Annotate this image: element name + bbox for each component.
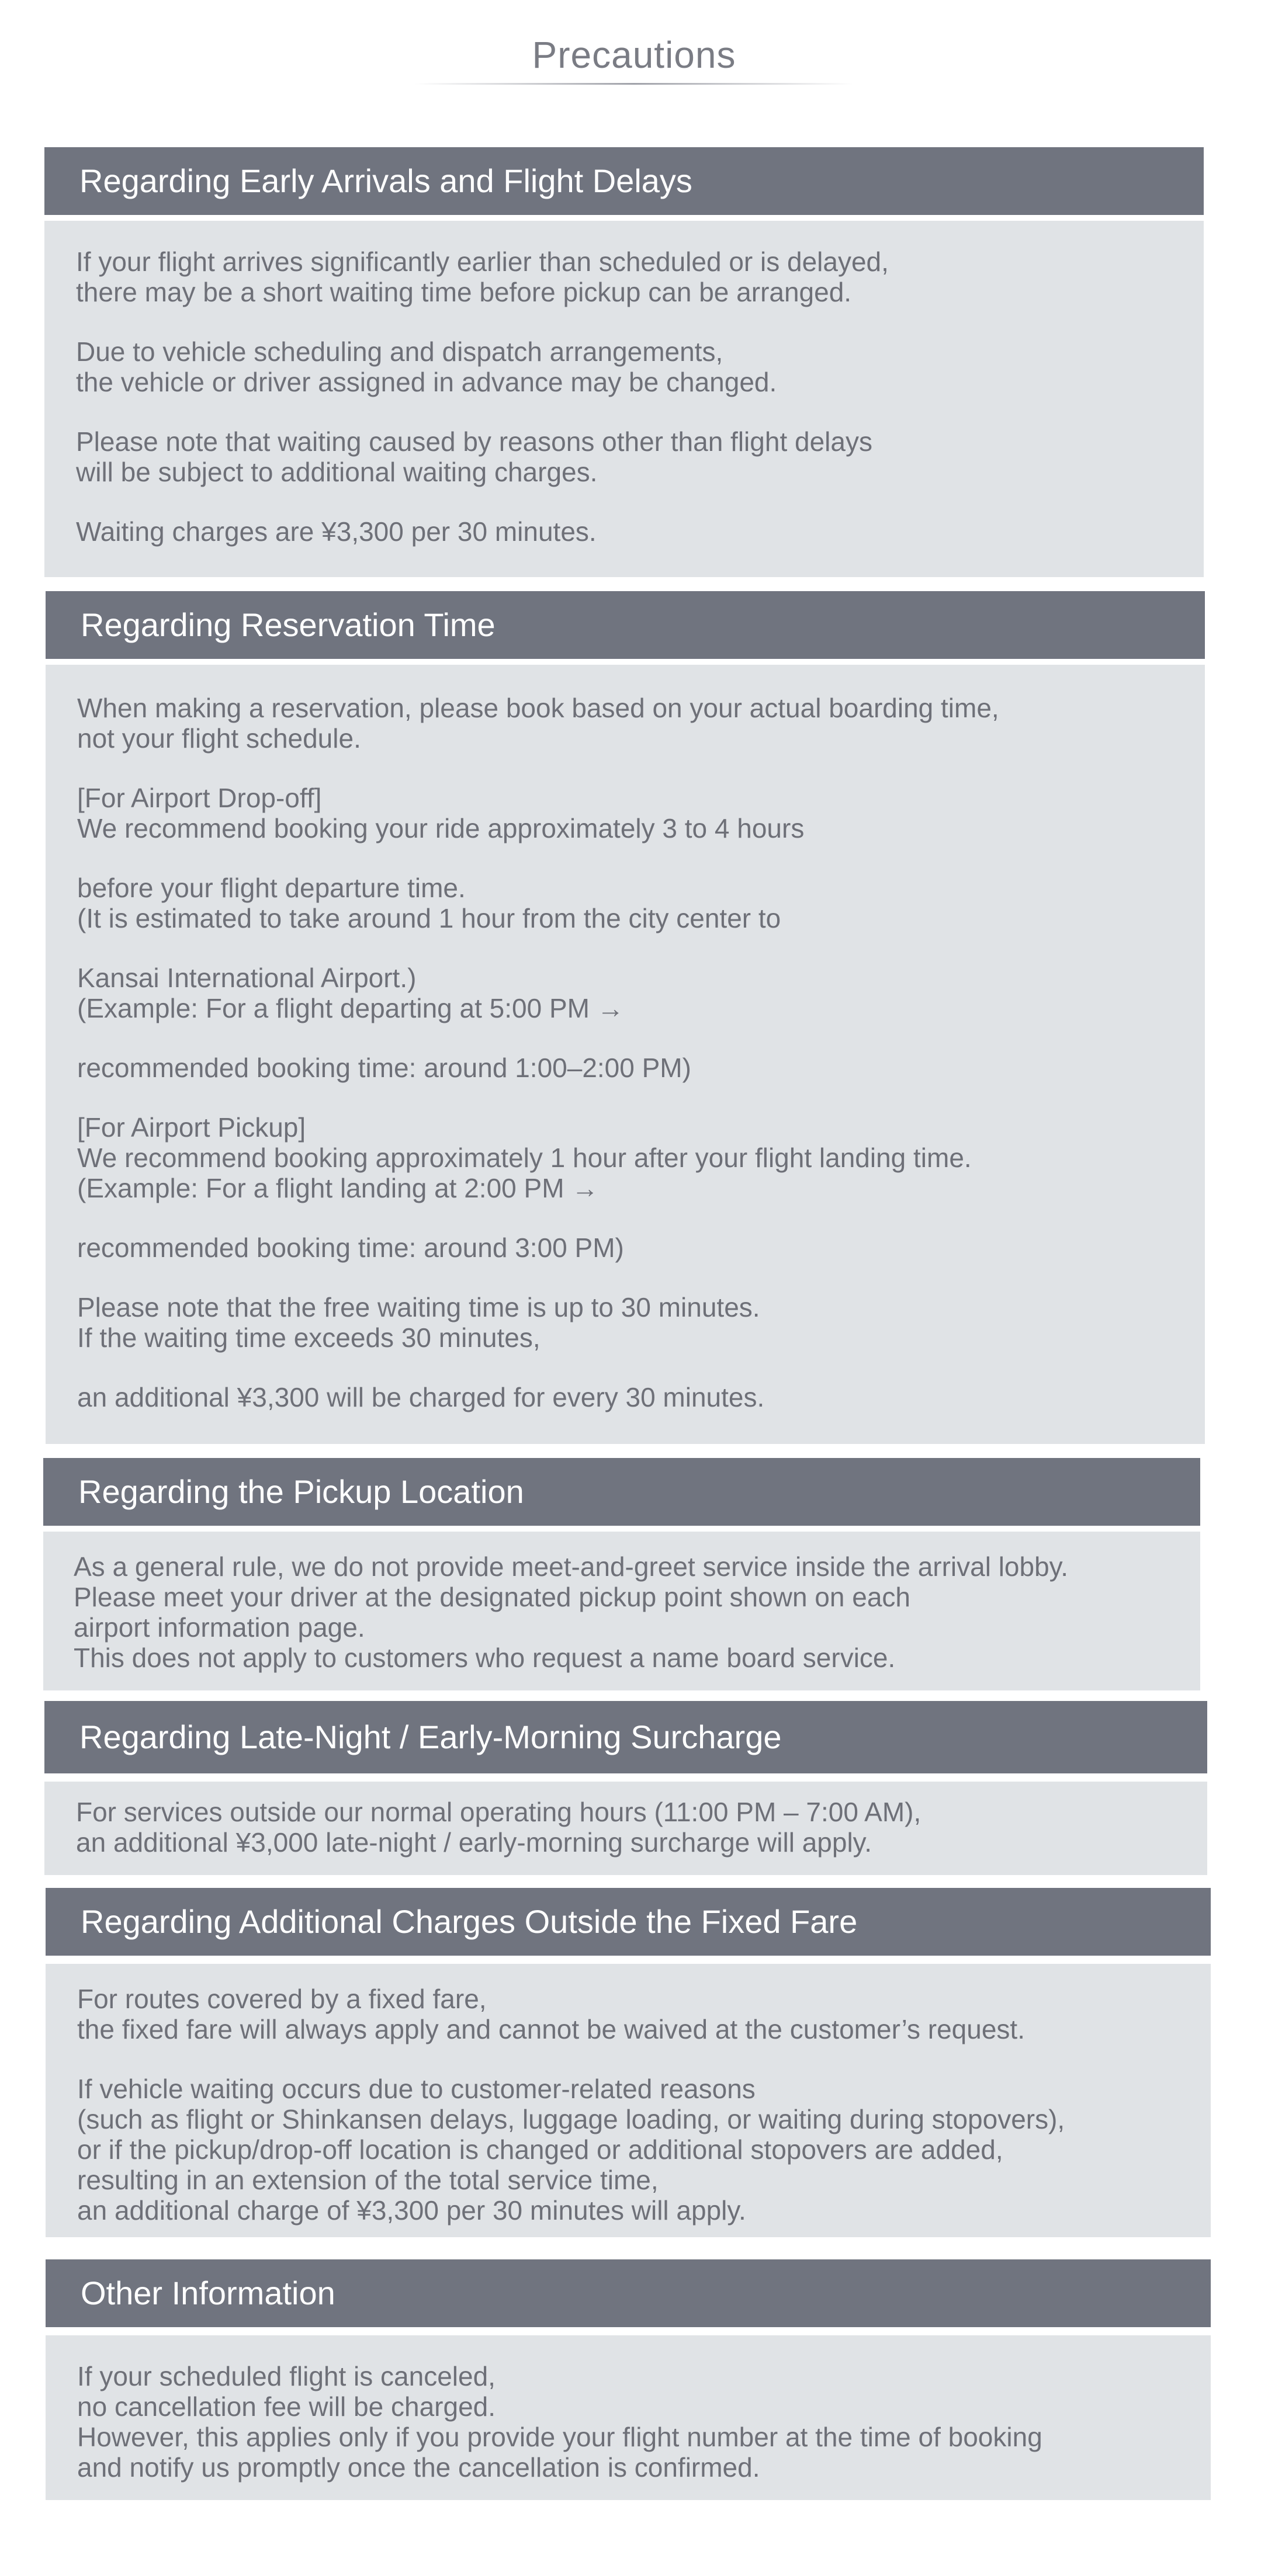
section-body-pickup-location [43, 1532, 1200, 1690]
section-text-line: Waiting charges are ¥3,300 per 30 minutes. [76, 516, 597, 547]
section-text-line: or if the pickup/drop-off location is changed or additional stopovers are added, [77, 2134, 1003, 2165]
section-text-line: Kansai International Airport.) [77, 963, 417, 993]
section-heading-pickup-location: Regarding the Pickup Location [43, 1458, 1200, 1526]
section-text-line: recommended booking time: around 1:00–2:00 PM) [77, 1053, 691, 1083]
section-text-line: If the waiting time exceeds 30 minutes, [77, 1322, 541, 1353]
section-text-line: Please note that the free waiting time is up to 30 minutes. [77, 1292, 760, 1322]
section-text-line: We recommend booking approximately 1 hour after your flight landing time. [77, 1143, 972, 1173]
section-text-line: Please meet your driver at the designated pickup point shown on each [74, 1582, 910, 1612]
section-text-line: We recommend booking your ride approximately 3 to 4 hours [77, 813, 805, 843]
section-text-line: no cancellation fee will be charged. [77, 2391, 496, 2422]
section-text-line: (Example: For a flight landing at 2:00 PM → [77, 1173, 599, 1203]
section-text-line: When making a reservation, please book based on your actual boarding time, [77, 693, 999, 723]
section-heading-late-night-surcharge: Regarding Late-Night / Early-Morning Surcharge [44, 1701, 1207, 1773]
section-heading-reservation-time: Regarding Reservation Time [46, 591, 1205, 659]
section-heading-additional-charges: Regarding Additional Charges Outside the Fixed Fare [46, 1888, 1211, 1956]
section-text-line: resulting in an extension of the total service time, [77, 2165, 659, 2195]
section-text-line: However, this applies only if you provide your flight number at the time of booking [77, 2422, 1042, 2452]
section-text-line: If your scheduled flight is canceled, [77, 2361, 496, 2391]
section-text-line: before your flight departure time. [77, 873, 466, 903]
section-text-line: recommended booking time: around 3:00 PM) [77, 1233, 624, 1263]
section-text-line: As a general rule, we do not provide meet-and-greet service inside the arrival lobby. [74, 1551, 1069, 1582]
section-text-line: the fixed fare will always apply and cannot be waived at the customer’s request. [77, 2014, 1025, 2044]
section-body-early-arrivals [44, 221, 1204, 577]
section-text-line: an additional ¥3,000 late-night / early-morning surcharge will apply. [76, 1827, 872, 1858]
section-text-line: This does not apply to customers who request a name board service. [74, 1643, 896, 1673]
section-heading-early-arrivals: Regarding Early Arrivals and Flight Delays [44, 147, 1204, 215]
section-text-line: If your flight arrives significantly earlier than scheduled or is delayed, [76, 247, 889, 277]
section-text-line: (It is estimated to take around 1 hour from the city center to [77, 903, 781, 933]
section-text-line: For services outside our normal operating hours (11:00 PM – 7:00 AM), [76, 1797, 921, 1827]
section-text-line: [For Airport Drop-off] [77, 783, 322, 813]
section-body-reservation-time [46, 665, 1205, 1444]
section-text-line: (Example: For a flight departing at 5:00 PM → [77, 993, 624, 1023]
section-body-other-information [46, 2335, 1211, 2500]
section-text-line: and notify us promptly once the cancellation is confirmed. [77, 2452, 760, 2483]
page-title: Precautions [532, 34, 736, 76]
section-text-line: not your flight schedule. [77, 723, 361, 754]
section-text-line: For routes covered by a fixed fare, [77, 1984, 487, 2014]
title-underline [415, 83, 853, 85]
section-text-line: Due to vehicle scheduling and dispatch arrangements, [76, 336, 723, 367]
section-text-line: If vehicle waiting occurs due to customer-related reasons [77, 2074, 756, 2104]
section-body-late-night-surcharge [44, 1782, 1207, 1875]
section-text-line: Please note that waiting caused by reasons other than flight delays [76, 426, 872, 457]
section-text-line: airport information page. [74, 1612, 365, 1643]
section-text-line: (such as flight or Shinkansen delays, luggage loading, or waiting during stopovers), [77, 2104, 1065, 2134]
section-body-additional-charges [46, 1964, 1211, 2237]
section-text-line: will be subject to additional waiting charges. [76, 457, 598, 487]
section-text-line: an additional charge of ¥3,300 per 30 minutes will apply. [77, 2195, 746, 2226]
section-text-line: [For Airport Pickup] [77, 1112, 306, 1143]
section-text-line: there may be a short waiting time before pickup can be arranged. [76, 277, 852, 307]
section-text-line: the vehicle or driver assigned in advance may be changed. [76, 367, 777, 397]
section-heading-other-information: Other Information [46, 2259, 1211, 2327]
section-text-line: an additional ¥3,300 will be charged for every 30 minutes. [77, 1382, 765, 1412]
